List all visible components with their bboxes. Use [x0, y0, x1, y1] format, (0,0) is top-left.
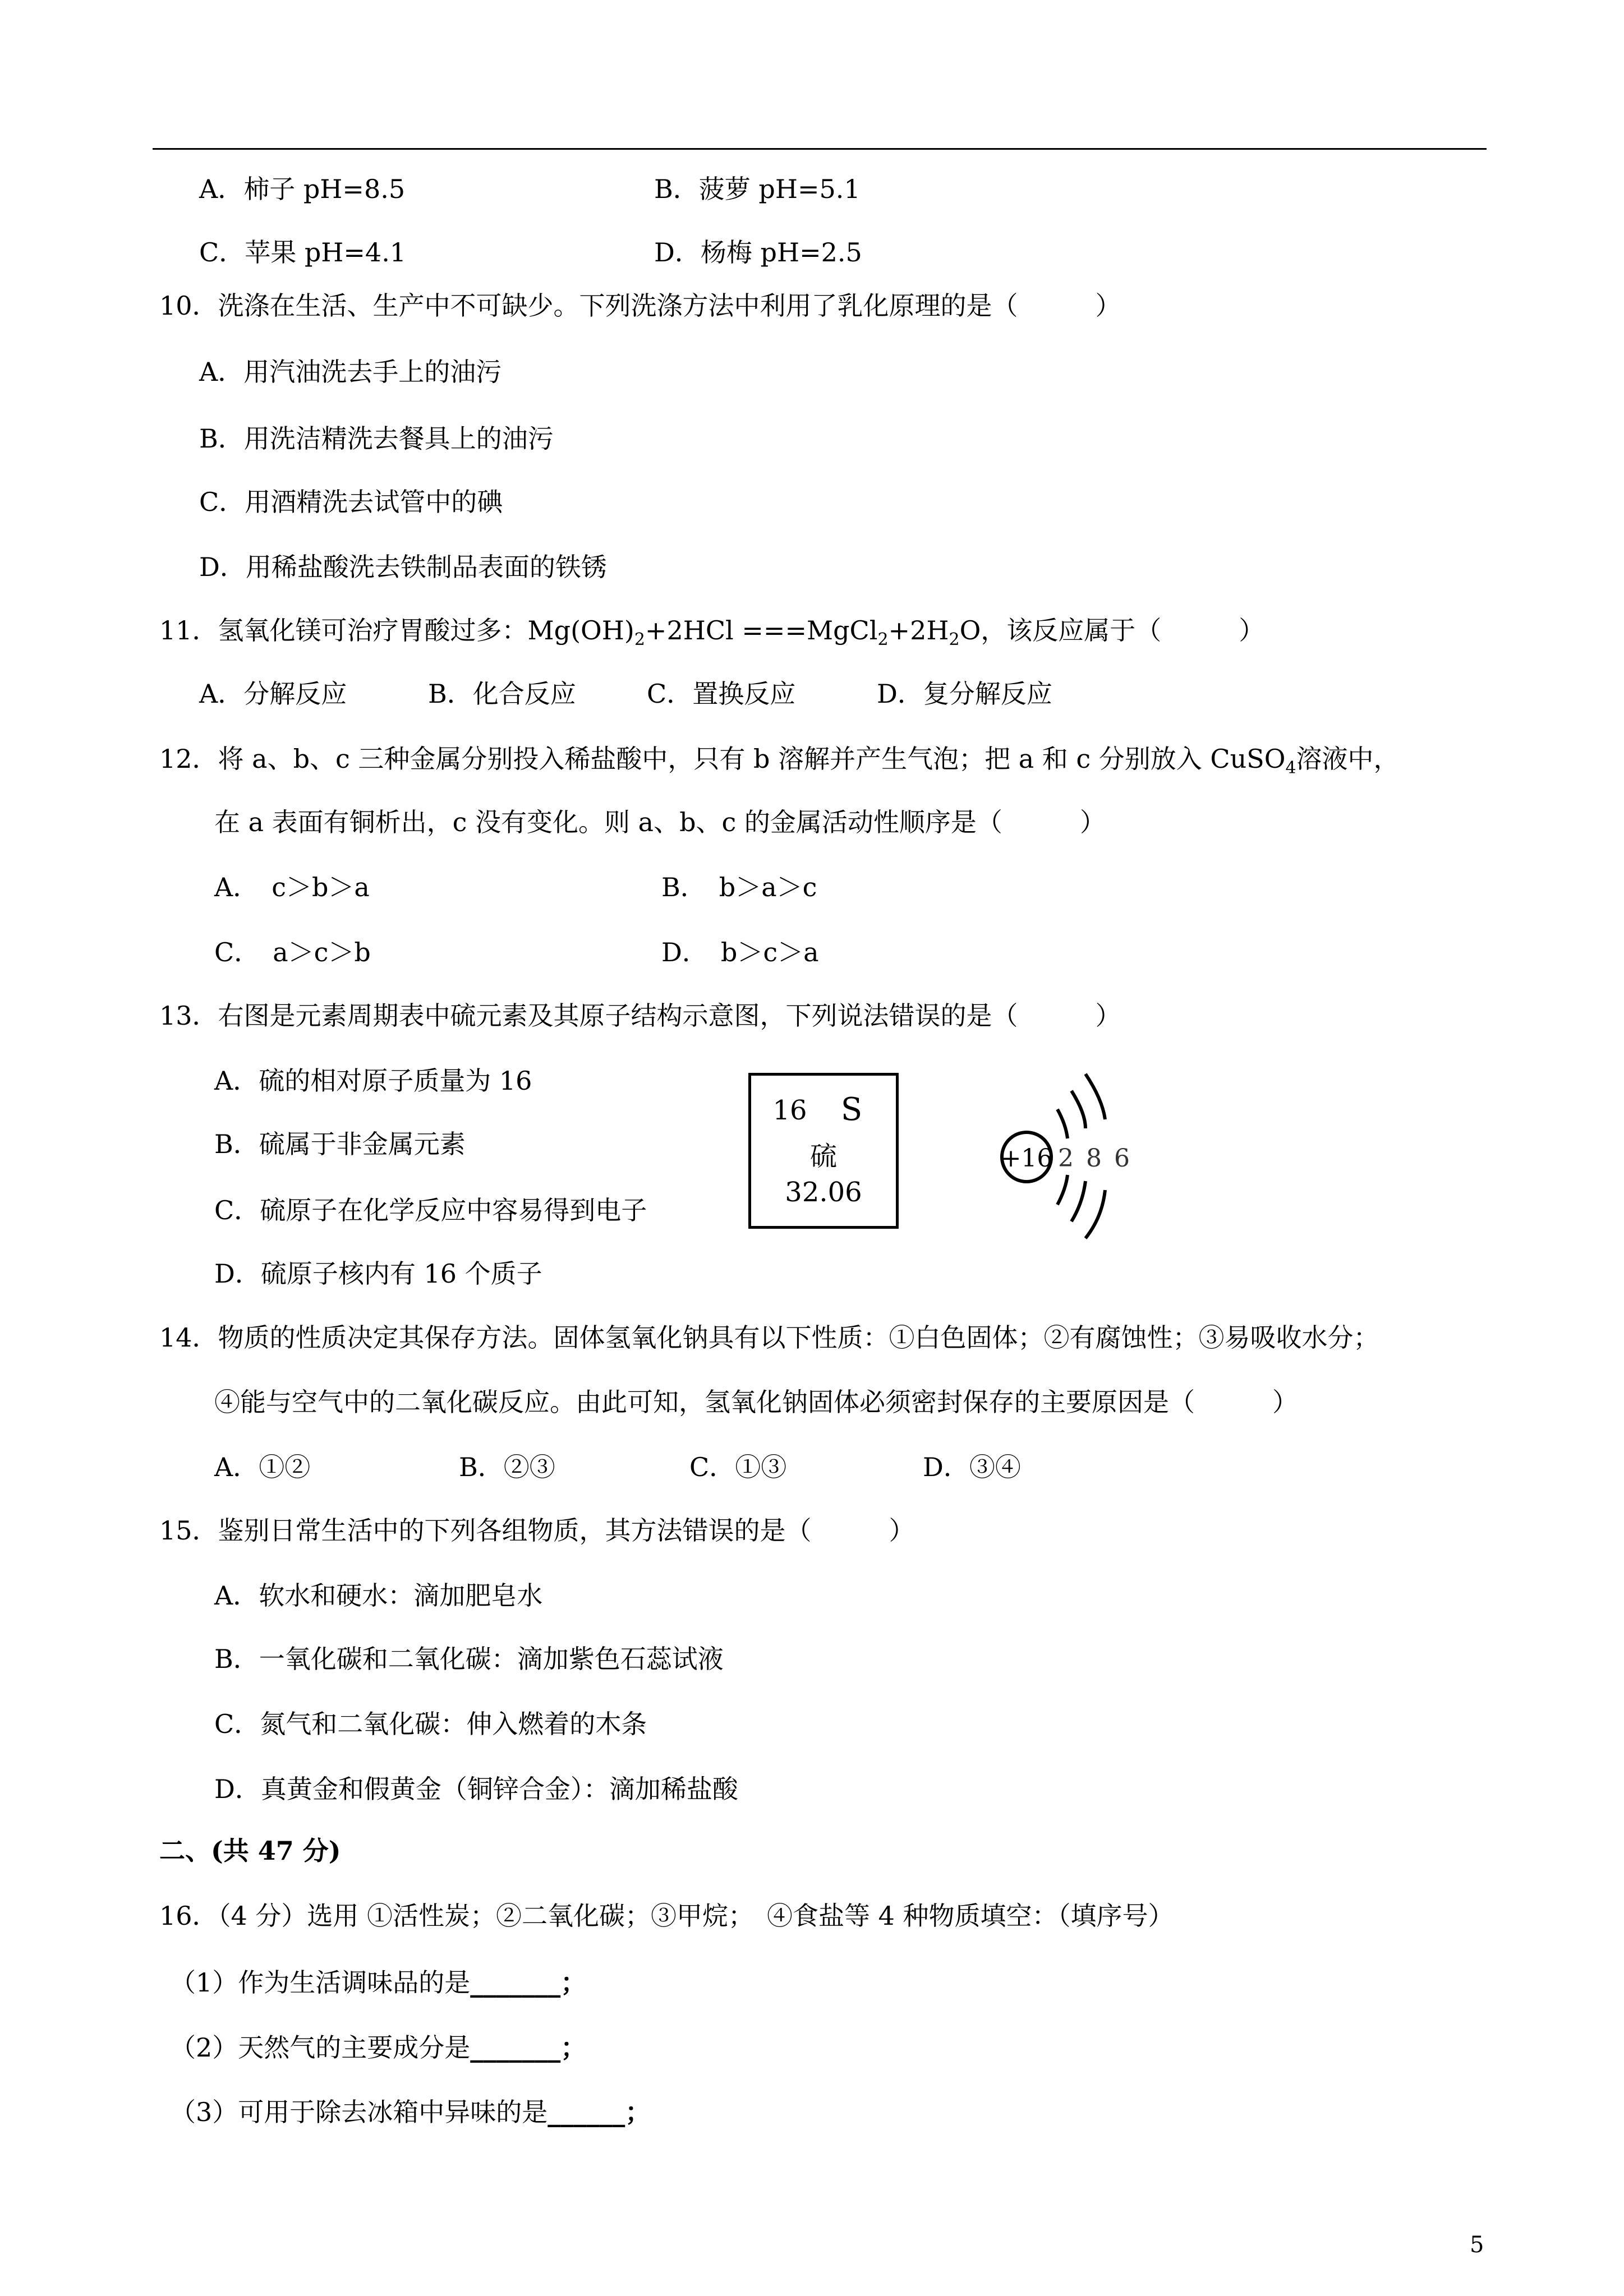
- q13-option-a: A．硫的相对原子质量为 16: [214, 1066, 532, 1096]
- shell-3-electrons: 6: [1114, 1144, 1130, 1173]
- q15-stem: 15．鉴别日常生活中的下列各组物质，其方法错误的是（ ）: [159, 1515, 915, 1546]
- q10-stem: 10．洗涤在生活、生产中不可缺少。下列洗涤方法中利用了乳化原理的是（ ）: [159, 291, 1121, 321]
- q12-stem: [159, 742, 1400, 776]
- q13-option-b: B．硫属于非金属元素: [214, 1129, 466, 1159]
- q13-stem: 13．右图是元素周期表中硫元素及其原子结构示意图，下列说法错误的是（ ）: [159, 1001, 1121, 1031]
- q10-option-d: D．用稀盐酸洗去铁制品表面的铁锈: [199, 552, 607, 582]
- element-symbol: S: [840, 1091, 863, 1128]
- q11-option-a: A．分解反应: [199, 679, 347, 709]
- q12-stem-line2: 在 a 表面有铜析出，c 没有变化。则 a、b、c 的金属活动性顺序是（ ）: [214, 807, 1106, 837]
- q16-sub-2-text: （2）天然气的主要成分是: [170, 2032, 471, 2063]
- q10-option-c: C．用酒精洗去试管中的碘: [199, 487, 503, 517]
- q14-stem-line2: ④能与空气中的二氧化碳反应。由此可知，氢氧化钠固体必须密封保存的主要原因是（ ）: [214, 1387, 1298, 1417]
- q15-option-b: B．一氧化碳和二氧化碳：滴加紫色石蕊试液: [214, 1644, 724, 1674]
- nucleus-charge: +16: [1000, 1144, 1053, 1173]
- atomic-mass: 32.06: [785, 1177, 862, 1208]
- q14-option-d: D．③④: [923, 1452, 1021, 1482]
- q11-stem: [159, 614, 1265, 650]
- subscript: 2: [634, 630, 645, 650]
- q10-option-a: A．用汽油洗去手上的油污: [199, 357, 502, 387]
- answer-blank[interactable]: _______；: [470, 1967, 587, 1998]
- q15-option-a: A．软水和硬水：滴加肥皂水: [214, 1580, 543, 1611]
- q10-option-b: B．用洗洁精洗去餐具上的油污: [199, 423, 554, 454]
- q11-stem-part: 11．氢氧化镁可治疗胃酸过多：Mg(OH): [159, 615, 634, 646]
- q9-option-d: D．杨梅 pH=2.5: [654, 237, 862, 268]
- q12-option-b: B． b＞a＞c: [661, 872, 817, 902]
- q12-option-d: D． b＞c＞a: [661, 937, 819, 967]
- q9-option-b: B．菠萝 pH=5.1: [654, 174, 861, 204]
- q13-option-d: D．硫原子核内有 16 个质子: [214, 1258, 542, 1289]
- atom-structure-diagram: [987, 1066, 1189, 1251]
- atomic-number: 16: [772, 1095, 807, 1126]
- q11-option-b: B．化合反应: [428, 679, 576, 709]
- q12-option-a: A． c＞b＞a: [214, 872, 370, 902]
- q12-stem-part: 溶液中，: [1296, 744, 1400, 774]
- q15-option-d: D．真黄金和假黄金（铜锌合金）：滴加稀盐酸: [214, 1774, 738, 1804]
- subscript: 4: [1285, 758, 1296, 778]
- q16-sub-3-text: （3）可用于除去冰箱中异味的是: [170, 2097, 548, 2127]
- shell-2-electrons: 8: [1086, 1144, 1102, 1173]
- q16-stem: 16．（4 分）选用 ①活性炭；②二氧化碳；③甲烷； ④食盐等 4 种物质填空：（填序号）: [159, 1901, 1174, 1931]
- element-name: 硫: [809, 1141, 837, 1172]
- section-heading: 二、(共 47 分): [159, 1836, 341, 1866]
- q16-sub-1-text: （1）作为生活调味品的是: [170, 1967, 471, 1998]
- q12-stem-part: 12．将 a、b、c 三种金属分别投入稀盐酸中，只有 b 溶解并产生气泡；把 a 和 c 分别放入 CuSO: [159, 744, 1286, 774]
- q16-sub-1: [170, 1966, 586, 1999]
- answer-blank[interactable]: _______；: [470, 2032, 587, 2063]
- q12-option-c: C． a＞c＞b: [214, 937, 371, 967]
- answer-blank[interactable]: ______；: [548, 2097, 651, 2127]
- q13-option-c: C．硫原子在化学反应中容易得到电子: [214, 1195, 647, 1225]
- subscript: 2: [949, 630, 960, 650]
- element-card: [748, 1073, 899, 1229]
- q11-stem-part: +2H: [888, 615, 949, 646]
- q9-option-a: A．柿子 pH=8.5: [199, 174, 406, 204]
- q14-option-c: C．①③: [689, 1452, 787, 1482]
- subscript: 2: [877, 630, 889, 650]
- q11-option-c: C．置换反应: [647, 679, 796, 709]
- q11-stem-part: +2HCl ===MgCl: [645, 615, 878, 646]
- q14-stem: 14．物质的性质决定其保存方法。固体氢氧化钠具有以下性质：①白色固体；②有腐蚀性；③易吸收水分；: [159, 1322, 1379, 1353]
- q11-option-d: D．复分解反应: [877, 679, 1052, 709]
- header-rule: [153, 148, 1487, 150]
- q11-stem-part: O，该反应属于（ ）: [959, 615, 1265, 646]
- page-number: 5: [1470, 2232, 1484, 2258]
- q16-sub-3: [170, 2095, 651, 2129]
- shell-1-electrons: 2: [1058, 1144, 1074, 1173]
- q14-option-b: B．②③: [459, 1452, 555, 1482]
- q14-option-a: A．①②: [214, 1452, 311, 1482]
- q9-option-c: C．苹果 pH=4.1: [199, 237, 407, 268]
- q15-option-c: C．氮气和二氧化碳：伸入燃着的木条: [214, 1709, 647, 1739]
- q16-sub-2: [170, 2031, 586, 2064]
